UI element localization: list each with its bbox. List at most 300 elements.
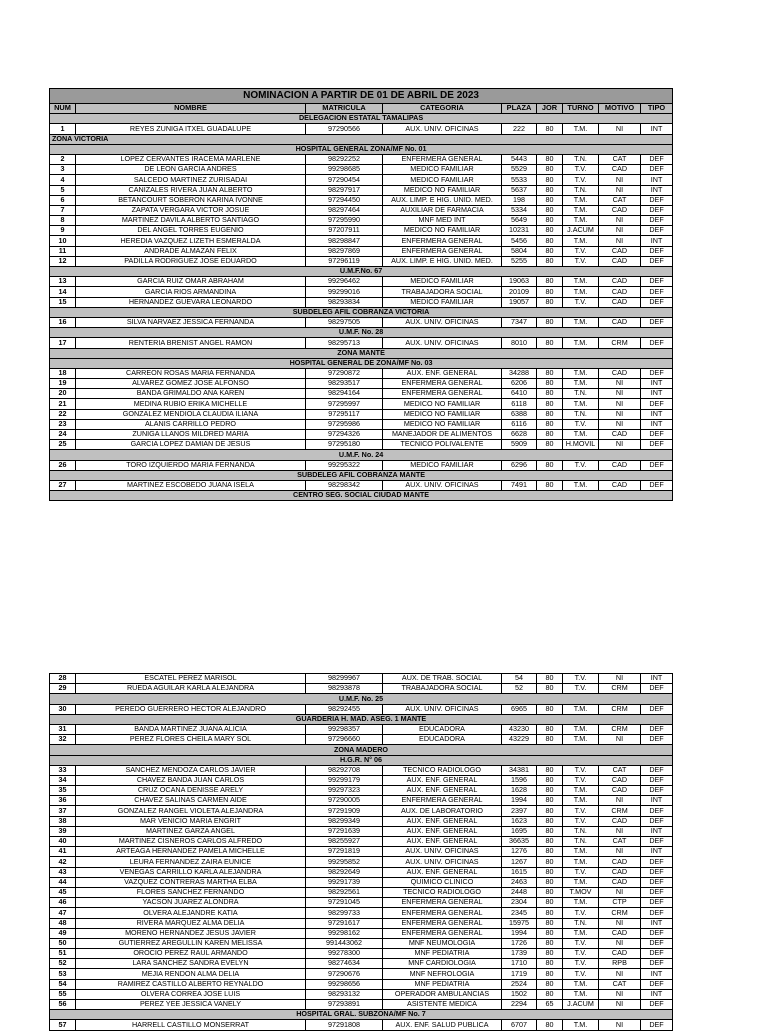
table-row <box>50 1000 673 1010</box>
table-cell: 80 <box>537 979 563 989</box>
table-cell: 80 <box>537 989 563 999</box>
table-cell: CAD <box>599 256 641 266</box>
table-row <box>50 938 673 948</box>
table-cell: CARREON ROSAS MARIA FERNANDA <box>76 368 306 378</box>
table-row <box>50 684 673 694</box>
table-cell: DEF <box>641 816 673 826</box>
table-cell: CAD <box>599 165 641 175</box>
table-row <box>50 256 673 266</box>
table-cell: 97290676 <box>306 969 383 979</box>
table-cell: AUX. ENF. GENERAL <box>383 867 502 877</box>
table-cell: CAD <box>599 368 641 378</box>
table-cell: DEF <box>641 938 673 948</box>
table-cell: 4 <box>50 175 76 185</box>
table-cell: T.M. <box>563 796 599 806</box>
table-cell: 99298656 <box>306 979 383 989</box>
table-cell: GONZALEZ MENDIOLA CLAUDIA ILIANA <box>76 409 306 419</box>
table-cell: T.M. <box>563 205 599 215</box>
table-cell: 198 <box>502 195 537 205</box>
section-header: U.M.F. No. 28 <box>50 328 673 338</box>
table-cell: HEREDIA VAZQUEZ LIZETH ESMERALDA <box>76 236 306 246</box>
section-header-row <box>50 470 673 480</box>
col-categoria: CATEGORIA <box>383 104 502 114</box>
table-cell: J.ACUM <box>563 1000 599 1010</box>
table-cell: MEDICO FAMILIAR <box>383 460 502 470</box>
table-cell: T.M. <box>563 786 599 796</box>
table-cell: 98297464 <box>306 205 383 215</box>
table-cell: TECNICO RADIOLOGO <box>383 887 502 897</box>
table-cell: ASISTENTE MEDICA <box>383 1000 502 1010</box>
table-cell: 5529 <box>502 165 537 175</box>
table-row <box>50 857 673 867</box>
table-cell: CAD <box>599 775 641 785</box>
table-cell: AUX. ENF. GENERAL <box>383 816 502 826</box>
table-cell: DEF <box>641 775 673 785</box>
table-cell: 80 <box>537 867 563 877</box>
section-header-row <box>50 491 673 501</box>
table-cell: REYES ZUNIGA ITXEL GUADALUPE <box>76 124 306 134</box>
table-cell: 5334 <box>502 205 537 215</box>
table-row <box>50 674 673 684</box>
table-cell: YACSON JUAREZ ALONDRA <box>76 898 306 908</box>
table-cell: 34381 <box>502 765 537 775</box>
table-cell: 1502 <box>502 989 537 999</box>
table-cell: NI <box>599 379 641 389</box>
table-cell: 97295990 <box>306 216 383 226</box>
table-cell: 30 <box>50 704 76 714</box>
table-cell: 2304 <box>502 898 537 908</box>
table-cell: T.M. <box>563 430 599 440</box>
table-cell: 5255 <box>502 256 537 266</box>
table-cell: 20 <box>50 389 76 399</box>
table-cell: ALANIS CARRILLO PEDRO <box>76 419 306 429</box>
table-cell: RPB <box>599 959 641 969</box>
table-cell: MEDICO FAMILIAR <box>383 297 502 307</box>
table-cell: 80 <box>537 826 563 836</box>
table-cell: 6116 <box>502 419 537 429</box>
table-cell: T.V. <box>563 460 599 470</box>
table-row <box>50 735 673 745</box>
table-cell: INT <box>641 175 673 185</box>
table-cell: T.V. <box>563 806 599 816</box>
table-cell: PEREZ YEE JESSICA VANELY <box>76 1000 306 1010</box>
table-cell: AUX. ENF. GENERAL <box>383 786 502 796</box>
table-cell: T.M. <box>563 847 599 857</box>
table-cell: 98299733 <box>306 908 383 918</box>
table-cell: DE LEON GARCIA ANDRES <box>76 165 306 175</box>
table-cell: CRM <box>599 908 641 918</box>
table-cell: T.M. <box>563 399 599 409</box>
table-cell: 80 <box>537 440 563 450</box>
table-cell: T.M. <box>563 735 599 745</box>
table-cell: 34 <box>50 775 76 785</box>
table-cell: 97291819 <box>306 847 383 857</box>
table-cell: 56 <box>50 1000 76 1010</box>
table-cell: AUX. ENF. SALUD PUBLICA <box>383 1020 502 1030</box>
table-cell: NI <box>599 969 641 979</box>
table-cell: CRUZ OCANA DENISSE ARELY <box>76 786 306 796</box>
table-cell: ENFERMERA GENERAL <box>383 796 502 806</box>
table-cell: 16 <box>50 317 76 327</box>
table-cell: 80 <box>537 887 563 897</box>
section-header: ZONA VICTORIA <box>50 134 673 144</box>
table-cell: 80 <box>537 837 563 847</box>
table-cell: RUEDA AGUILAR KARLA ALEJANDRA <box>76 684 306 694</box>
table-cell: NI <box>599 887 641 897</box>
column-header-row <box>50 104 673 114</box>
table-row <box>50 765 673 775</box>
table-cell: T.V. <box>563 959 599 969</box>
table-cell: DEF <box>641 877 673 887</box>
table-cell: DEF <box>641 460 673 470</box>
table-cell: 80 <box>537 938 563 948</box>
table-cell: T.V. <box>563 165 599 175</box>
table-cell: NI <box>599 440 641 450</box>
table-cell: 97294450 <box>306 195 383 205</box>
table-cell: VENEGAS CARRILLO KARLA ALEJANDRA <box>76 867 306 877</box>
table-cell: 23 <box>50 419 76 429</box>
table-cell: ESCATEL PEREZ MARISOL <box>76 674 306 684</box>
table-row <box>50 969 673 979</box>
table-cell: CAT <box>599 765 641 775</box>
table-row <box>50 430 673 440</box>
table-cell: AUX. UNIV. OFICINAS <box>383 480 502 490</box>
table-cell: ENFERMERA GENERAL <box>383 236 502 246</box>
table-cell: TRABAJADORA SOCIAL <box>383 684 502 694</box>
table-cell: AUXILIAR DE FARMACIA <box>383 205 502 215</box>
table-cell: NI <box>599 826 641 836</box>
table-cell: 19 <box>50 379 76 389</box>
table-row <box>50 236 673 246</box>
table-cell: 54 <box>50 979 76 989</box>
table-cell: T.V. <box>563 297 599 307</box>
table-cell: INT <box>641 847 673 857</box>
table-cell: DEF <box>641 837 673 847</box>
table-cell: 97207911 <box>306 226 383 236</box>
table-cell: SILVA NARVAEZ JESSICA FERNANDA <box>76 317 306 327</box>
table-row <box>50 806 673 816</box>
table-cell: 31 <box>50 724 76 734</box>
table-cell: 99291739 <box>306 877 383 887</box>
col-motivo: MOTIVO <box>599 104 641 114</box>
table-cell: 2397 <box>502 806 537 816</box>
table-row <box>50 379 673 389</box>
table-row <box>50 297 673 307</box>
table-cell: 80 <box>537 165 563 175</box>
table-cell: 80 <box>537 338 563 348</box>
table-cell: 98292649 <box>306 867 383 877</box>
table-cell: PEREDO GUERRERO HECTOR ALEJANDRO <box>76 704 306 714</box>
table-cell: CRM <box>599 338 641 348</box>
table-cell: 5 <box>50 185 76 195</box>
table-cell: 18 <box>50 368 76 378</box>
table-cell: 98293517 <box>306 379 383 389</box>
section-header: H.G.R. N° 06 <box>50 755 673 765</box>
table-cell: 29 <box>50 684 76 694</box>
table-cell: 97295997 <box>306 399 383 409</box>
section-header: U.M.F.No. 67 <box>50 267 673 277</box>
table-cell: T.V. <box>563 969 599 979</box>
table-cell: LEURA FERNANDEZ ZAIRA EUNICE <box>76 857 306 867</box>
table-cell: 47 <box>50 908 76 918</box>
table-cell: 98274634 <box>306 959 383 969</box>
table-cell: 80 <box>537 918 563 928</box>
table-cell: 27 <box>50 480 76 490</box>
table-cell: 97290566 <box>306 124 383 134</box>
table-cell: T.M. <box>563 317 599 327</box>
section-header-row <box>50 348 673 358</box>
table-cell: INT <box>641 796 673 806</box>
table-cell: T.M. <box>563 898 599 908</box>
table-cell: AUX. DE TRAB. SOCIAL <box>383 674 502 684</box>
section-header-row <box>50 450 673 460</box>
table-cell: NI <box>599 1020 641 1030</box>
table-cell: 40 <box>50 837 76 847</box>
table-cell: 99297323 <box>306 786 383 796</box>
table-cell: CANIZALES RIVERA JUAN ALBERTO <box>76 185 306 195</box>
table-cell: MNF CARDIOLOGIA <box>383 959 502 969</box>
table-cell: INT <box>641 124 673 134</box>
table-cell: 10 <box>50 236 76 246</box>
table-row <box>50 205 673 215</box>
col-plaza: PLAZA <box>502 104 537 114</box>
table-cell: 98297505 <box>306 317 383 327</box>
table-cell: T.M. <box>563 724 599 734</box>
table-cell: 80 <box>537 236 563 246</box>
table-cell: MEDINA RUBIO ERIKA MICHELLE <box>76 399 306 409</box>
table-cell: NI <box>599 226 641 236</box>
table-cell: 80 <box>537 806 563 816</box>
table-cell: DEF <box>641 277 673 287</box>
table-cell: 80 <box>537 256 563 266</box>
table-cell: 80 <box>537 205 563 215</box>
table-cell: HARRELL CASTILLO MONSERRAT <box>76 1020 306 1030</box>
table-cell: 49 <box>50 928 76 938</box>
table-cell: 80 <box>537 368 563 378</box>
table-cell: T.N. <box>563 154 599 164</box>
table-cell: 98297869 <box>306 246 383 256</box>
table-cell: CRM <box>599 806 641 816</box>
table-cell: 7491 <box>502 480 537 490</box>
table-cell: T.N. <box>563 826 599 836</box>
table-cell: NI <box>599 399 641 409</box>
table-cell: DEF <box>641 226 673 236</box>
table-cell: CAD <box>599 317 641 327</box>
table-cell: ALVAREZ GOMEZ JOSE ALFONSO <box>76 379 306 389</box>
table-row <box>50 226 673 236</box>
table-cell: 80 <box>537 389 563 399</box>
table-cell: 24 <box>50 430 76 440</box>
table-cell: 97290454 <box>306 175 383 185</box>
table-cell: T.N. <box>563 837 599 847</box>
table-row <box>50 175 673 185</box>
table-cell: T.V. <box>563 816 599 826</box>
section-header-row <box>50 755 673 765</box>
section-header: GUARDERIA H. MAD. ASEG. 1 MANTE <box>50 714 673 724</box>
table-cell: TRABAJADORA SOCIAL <box>383 287 502 297</box>
table-row <box>50 399 673 409</box>
table-cell: CAD <box>599 949 641 959</box>
document-title-row <box>50 89 673 104</box>
table-cell: 98295713 <box>306 338 383 348</box>
table-row <box>50 867 673 877</box>
table-cell: NI <box>599 735 641 745</box>
table-cell: 80 <box>537 908 563 918</box>
table-cell: INT <box>641 826 673 836</box>
section-header-row <box>50 694 673 704</box>
table-cell: 22 <box>50 409 76 419</box>
table-cell: T.V. <box>563 867 599 877</box>
table-cell: 8 <box>50 216 76 226</box>
table-row <box>50 287 673 297</box>
table-cell: 65 <box>537 1000 563 1010</box>
table-cell: 80 <box>537 297 563 307</box>
nomination-table-page-1 <box>49 88 672 501</box>
table-cell: 97291045 <box>306 898 383 908</box>
table-cell: 98292561 <box>306 887 383 897</box>
table-cell: ENFERMERA GENERAL <box>383 908 502 918</box>
table-cell: 11 <box>50 246 76 256</box>
nomination-table-bottom <box>49 673 673 1031</box>
table-cell: 3 <box>50 165 76 175</box>
table-cell: DEF <box>641 867 673 877</box>
table-row <box>50 368 673 378</box>
table-cell: T.M. <box>563 480 599 490</box>
section-header: ZONA MADERO <box>50 745 673 755</box>
section-header-row <box>50 328 673 338</box>
table-row <box>50 480 673 490</box>
table-cell: 80 <box>537 226 563 236</box>
table-cell: 6118 <box>502 399 537 409</box>
table-cell: 80 <box>537 480 563 490</box>
table-cell: DEF <box>641 887 673 897</box>
col-jor: JOR <box>537 104 563 114</box>
table-cell: PEREZ FLORES CHEILA MARY SOL <box>76 735 306 745</box>
table-cell: ZUNIGA LLANOS MILDRED MARIA <box>76 430 306 440</box>
table-cell: 98297917 <box>306 185 383 195</box>
table-cell: 10231 <box>502 226 537 236</box>
table-cell: DEF <box>641 704 673 714</box>
table-cell: 1994 <box>502 928 537 938</box>
table-cell: DEF <box>641 246 673 256</box>
table-cell: VAZQUEZ CONTRERAS MARTHA ELBA <box>76 877 306 887</box>
table-cell: 80 <box>537 816 563 826</box>
table-row <box>50 837 673 847</box>
table-cell: ZAPATA VERGARA VICTOR JOSUE <box>76 205 306 215</box>
table-cell: 97295117 <box>306 409 383 419</box>
table-cell: PADILLA RODRIGUEZ JOSE EDUARDO <box>76 256 306 266</box>
table-cell: 43230 <box>502 724 537 734</box>
table-cell: 6 <box>50 195 76 205</box>
table-cell: AUX. ENF. GENERAL <box>383 837 502 847</box>
table-cell: 53 <box>50 969 76 979</box>
table-cell: 1615 <box>502 867 537 877</box>
table-row <box>50 877 673 887</box>
table-cell: 19063 <box>502 277 537 287</box>
table-cell: DEF <box>641 440 673 450</box>
table-cell: 1994 <box>502 796 537 806</box>
table-cell: 222 <box>502 124 537 134</box>
table-cell: T.V. <box>563 938 599 948</box>
table-cell: NI <box>599 419 641 429</box>
table-cell: 5649 <box>502 216 537 226</box>
table-cell: T.M. <box>563 989 599 999</box>
table-cell: INT <box>641 389 673 399</box>
table-cell: 80 <box>537 287 563 297</box>
table-cell: 52 <box>50 959 76 969</box>
table-cell: DEF <box>641 297 673 307</box>
table-cell: NI <box>599 185 641 195</box>
table-cell: AUX. UNIV. OFICINAS <box>383 857 502 867</box>
table-cell: ENFERMERA GENERAL <box>383 379 502 389</box>
table-cell: 80 <box>537 216 563 226</box>
table-cell: 5637 <box>502 185 537 195</box>
table-cell: MARTINEZ GARZA ANGEL <box>76 826 306 836</box>
table-cell: CAD <box>599 867 641 877</box>
section-header: U.M.F. No. 25 <box>50 694 673 704</box>
table-cell: CRM <box>599 724 641 734</box>
table-cell: 6388 <box>502 409 537 419</box>
table-cell: T.M. <box>563 124 599 134</box>
table-cell: AUX. UNIV. OFICINAS <box>383 317 502 327</box>
table-cell: 6296 <box>502 460 537 470</box>
table-cell: 48 <box>50 918 76 928</box>
section-header: U.M.F. No. 24 <box>50 450 673 460</box>
table-cell: INT <box>641 409 673 419</box>
table-cell: INT <box>641 185 673 195</box>
col-turno: TURNO <box>563 104 599 114</box>
section-header-row <box>50 267 673 277</box>
table-cell: 1267 <box>502 857 537 867</box>
table-cell: 97290005 <box>306 796 383 806</box>
table-cell: CAD <box>599 816 641 826</box>
table-cell: 5533 <box>502 175 537 185</box>
table-cell: 99295852 <box>306 857 383 867</box>
table-cell: GARCIA RUIZ OMAR ABRAHAM <box>76 277 306 287</box>
table-cell: 97294326 <box>306 430 383 440</box>
table-cell: 99298685 <box>306 165 383 175</box>
section-header-row <box>50 114 673 124</box>
table-cell: 36 <box>50 796 76 806</box>
table-cell: OROCIO PEREZ RAUL ARMANDO <box>76 949 306 959</box>
table-cell: CTP <box>599 898 641 908</box>
table-cell: 6965 <box>502 704 537 714</box>
table-cell: 2524 <box>502 979 537 989</box>
table-row <box>50 419 673 429</box>
table-cell: 99296462 <box>306 277 383 287</box>
table-cell: INT <box>641 674 673 684</box>
table-cell: CRM <box>599 684 641 694</box>
table-cell: DEF <box>641 959 673 969</box>
table-cell: ENFERMERA GENERAL <box>383 389 502 399</box>
table-cell: T.M. <box>563 368 599 378</box>
nomination-table-top <box>49 88 673 501</box>
table-row <box>50 724 673 734</box>
table-cell: CAD <box>599 928 641 938</box>
table-cell: 1276 <box>502 847 537 857</box>
table-cell: MAR VENICIO MARIA ENGRIT <box>76 816 306 826</box>
table-cell: CAT <box>599 195 641 205</box>
table-cell: T.V. <box>563 949 599 959</box>
table-cell: DEF <box>641 287 673 297</box>
nomination-table-page-2 <box>49 673 672 1031</box>
table-cell: RENTERIA BRENIST ANGEL RAMON <box>76 338 306 348</box>
table-cell: CAD <box>599 297 641 307</box>
table-cell: 7 <box>50 205 76 215</box>
table-cell: 80 <box>537 724 563 734</box>
table-cell: DEF <box>641 205 673 215</box>
table-cell: CHAVEZ BANDA JUAN CARLOS <box>76 775 306 785</box>
